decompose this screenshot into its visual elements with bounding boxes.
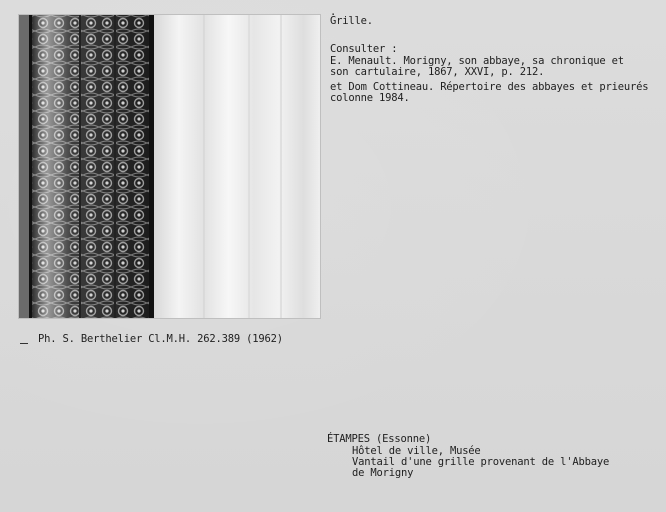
photograph-grille [18, 14, 321, 319]
grille-photo-illustration [19, 15, 320, 318]
object-description: Vantail d'une grille provenant de l'Abbaye [352, 456, 610, 468]
reference-2-line-2: colonne 1984. [330, 92, 410, 104]
reference-1-line-2: son cartulaire, 1867, XXVI, p. 212. [330, 66, 545, 78]
location-building: Hôtel de ville, Musée [352, 445, 481, 457]
reference-2-line-1: et Dom Cottineau. Répertoire des abbayes et prieurés [330, 81, 649, 93]
reference-1-line-1: E. Menault. Morigny, son abbaye, sa chronique et [330, 55, 624, 67]
subject-title: Grille. [330, 15, 373, 27]
margin-dash [20, 343, 28, 344]
location-city: ÉTAMPES (Essonne) [327, 433, 432, 445]
dot-mark: . [330, 6, 337, 18]
consult-heading: Consulter : [330, 43, 398, 55]
photo-caption: Ph. S. Berthelier Cl.M.H. 262.389 (1962) [38, 333, 283, 345]
object-description-cont: de Morigny [352, 467, 414, 479]
